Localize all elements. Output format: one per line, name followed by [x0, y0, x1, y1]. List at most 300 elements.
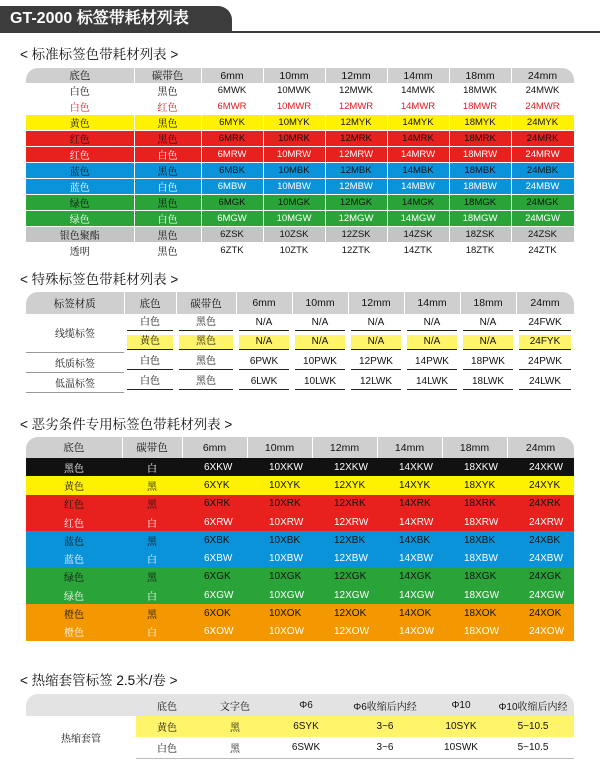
part-code-cell-text: 6PWK — [239, 355, 289, 370]
part-code-cell-text: N/A — [295, 335, 345, 350]
table-row — [26, 495, 574, 513]
phi6-code-cell: 6SYK — [272, 716, 340, 737]
part-code-cell: 18ZSK — [449, 227, 511, 243]
base-color-cell: 绿色 — [26, 568, 122, 586]
part-code-cell: 6XRW — [182, 513, 247, 531]
part-code-cell-text: N/A — [351, 316, 401, 331]
part-code-cell: 6XKW — [182, 458, 247, 476]
base-color-cell-text: 黄色 — [127, 335, 173, 350]
column-header: 底色 — [26, 68, 134, 83]
part-code-cell: 6XGK — [182, 568, 247, 586]
part-code-cell-text: N/A — [239, 335, 289, 350]
part-code-cell — [404, 314, 460, 333]
part-code-cell: 10MBK — [263, 163, 325, 179]
part-code-cell: 24MBK — [511, 163, 574, 179]
heat-shrink-section-title: < 热缩套管标签 2.5米/卷 > — [20, 673, 178, 688]
part-code-cell: 18MBK — [449, 163, 511, 179]
part-code-cell: 24XOW — [507, 623, 574, 641]
part-code-cell: 10MGK — [263, 195, 325, 211]
table-row — [26, 513, 574, 531]
ribbon-color-cell: 黑色 — [134, 227, 201, 243]
table-row — [26, 211, 574, 227]
part-code-cell: 12XYK — [312, 476, 377, 494]
part-code-cell: 10ZSK — [263, 227, 325, 243]
part-code-cell: 14XBK — [377, 531, 442, 549]
part-code-cell — [404, 372, 460, 392]
part-code-cell: 10ZTK — [263, 243, 325, 259]
phi10-code-cell: 10SWK — [430, 737, 492, 758]
ribbon-color-cell: 黑色 — [134, 195, 201, 211]
part-code-cell — [516, 352, 574, 372]
table-row — [26, 314, 574, 333]
base-color-cell — [124, 333, 176, 352]
base-color-cell: 红色 — [26, 147, 134, 163]
part-code-cell: 18XGK — [442, 568, 507, 586]
column-header: 标签材质 — [26, 292, 124, 314]
column-header: 碳带色 — [134, 68, 201, 83]
part-code-cell: 24MYK — [511, 115, 574, 131]
part-code-cell: 12MBW — [325, 179, 387, 195]
part-code-cell: 6XOK — [182, 604, 247, 622]
table-row — [26, 163, 574, 179]
column-header: 底色 — [136, 694, 198, 716]
harsh-tape-section-title: < 恶劣条件专用标签色带耗材列表 > — [20, 417, 233, 432]
column-header: 6mm — [236, 292, 292, 314]
heat-shrink-tube-table — [26, 694, 574, 759]
part-code-cell — [292, 333, 348, 352]
ribbon-color-cell — [176, 314, 236, 333]
table-row — [26, 604, 574, 622]
column-header: 14mm — [387, 68, 449, 83]
part-code-cell: 6MWR — [201, 99, 263, 115]
part-code-cell: 18MYK — [449, 115, 511, 131]
part-code-cell: 24ZSK — [511, 227, 574, 243]
base-color-cell: 红色 — [26, 131, 134, 147]
part-code-cell: 14MRK — [387, 131, 449, 147]
part-code-cell: 14XGK — [377, 568, 442, 586]
part-code-cell: 24MGW — [511, 211, 574, 227]
part-code-cell: 24XGW — [507, 586, 574, 604]
table-row — [26, 568, 574, 586]
part-code-cell — [460, 333, 516, 352]
part-code-cell: 12MRK — [325, 131, 387, 147]
part-code-cell: 10XGW — [247, 586, 312, 604]
part-code-cell: 24XKW — [507, 458, 574, 476]
part-code-cell — [348, 352, 404, 372]
part-code-cell: 14XRW — [377, 513, 442, 531]
base-color-cell — [124, 352, 176, 372]
harsh-condition-tape-table — [26, 437, 575, 641]
part-code-cell-text: 14PWK — [407, 355, 457, 370]
phi10-inner-diameter-cell: 5~10.5 — [492, 737, 574, 758]
special-tape-table — [26, 292, 575, 393]
part-code-cell: 10MWR — [263, 99, 325, 115]
table-row — [26, 458, 574, 476]
part-code-cell: 12ZTK — [325, 243, 387, 259]
part-code-cell: 6ZTK — [201, 243, 263, 259]
phi10-inner-diameter-cell: 5~10.5 — [492, 716, 574, 737]
part-code-cell: 18XBK — [442, 531, 507, 549]
page-title: GT-2000 标签带耗材列表 — [0, 6, 232, 32]
part-code-cell-text: 10PWK — [295, 355, 345, 370]
part-code-cell: 12XGK — [312, 568, 377, 586]
part-code-cell: 18MRK — [449, 131, 511, 147]
table-row — [26, 352, 574, 372]
part-code-cell-text: N/A — [239, 316, 289, 331]
part-code-cell: 12MWK — [325, 83, 387, 99]
part-code-cell: 10MRW — [263, 147, 325, 163]
phi6-inner-diameter-cell: 3~6 — [340, 716, 430, 737]
base-color-cell: 白色 — [26, 99, 134, 115]
column-header: 18mm — [442, 437, 507, 458]
part-code-cell-text: 18LWK — [463, 375, 513, 390]
part-code-cell: 6XYK — [182, 476, 247, 494]
part-code-cell: 10XBW — [247, 549, 312, 567]
part-code-cell: 24XRW — [507, 513, 574, 531]
part-code-cell-text: 12LWK — [351, 375, 401, 390]
part-code-cell: 6MBW — [201, 179, 263, 195]
table-row — [26, 243, 574, 259]
part-code-cell: 10XKW — [247, 458, 312, 476]
part-code-cell: 24MWK — [511, 83, 574, 99]
part-code-cell: 18XGW — [442, 586, 507, 604]
part-code-cell-text: N/A — [351, 335, 401, 350]
base-color-cell: 红色 — [26, 513, 122, 531]
ribbon-color-cell: 红色 — [134, 99, 201, 115]
part-code-cell — [404, 333, 460, 352]
table-row — [26, 623, 574, 641]
table-row — [26, 195, 574, 211]
base-color-cell: 橙色 — [26, 623, 122, 641]
part-code-cell: 10MRK — [263, 131, 325, 147]
base-color-cell-text: 白色 — [127, 355, 173, 370]
table-row — [26, 372, 574, 392]
part-code-cell — [292, 372, 348, 392]
special-tape-section-title: < 特殊标签色带耗材列表 > — [20, 272, 179, 287]
part-code-cell: 24MGK — [511, 195, 574, 211]
part-code-cell — [236, 372, 292, 392]
phi6-code-cell: 6SWK — [272, 737, 340, 758]
part-code-cell: 10MGW — [263, 211, 325, 227]
ribbon-color-cell: 白 — [122, 623, 182, 641]
ribbon-color-cell: 黑 — [122, 476, 182, 494]
ribbon-color-cell: 白色 — [134, 147, 201, 163]
part-code-cell-text: 18PWK — [463, 355, 513, 370]
part-code-cell: 14MBK — [387, 163, 449, 179]
column-header: Φ10收缩后内经 — [492, 694, 574, 716]
part-code-cell-text: N/A — [407, 335, 457, 350]
part-code-cell-text: 10LWK — [295, 375, 345, 390]
part-code-cell: 6XBK — [182, 531, 247, 549]
part-code-cell: 24XYK — [507, 476, 574, 494]
ribbon-color-cell: 黑色 — [134, 83, 201, 99]
base-color-cell — [124, 314, 176, 333]
table-row — [26, 99, 574, 115]
table-row — [26, 531, 574, 549]
part-code-cell: 10XBK — [247, 531, 312, 549]
phi6-inner-diameter-cell: 3~6 — [340, 737, 430, 758]
part-code-cell: 12ZSK — [325, 227, 387, 243]
phi10-code-cell: 10SYK — [430, 716, 492, 737]
base-color-cell: 蓝色 — [26, 163, 134, 179]
base-color-cell: 红色 — [26, 495, 122, 513]
part-code-cell: 12XOW — [312, 623, 377, 641]
part-code-cell — [348, 372, 404, 392]
part-code-cell: 10XOW — [247, 623, 312, 641]
base-color-cell: 透明 — [26, 243, 134, 259]
base-color-cell: 银色聚酯 — [26, 227, 134, 243]
part-code-cell: 24XGK — [507, 568, 574, 586]
column-header: 10mm — [263, 68, 325, 83]
text-color-cell: 黑 — [198, 716, 272, 737]
part-code-cell: 10XGK — [247, 568, 312, 586]
part-code-cell: 6XRK — [182, 495, 247, 513]
material-cell: 线缆标签 — [26, 314, 124, 352]
ribbon-color-cell — [176, 372, 236, 392]
part-code-cell: 6MRW — [201, 147, 263, 163]
part-code-cell-text: 6LWK — [239, 375, 289, 390]
part-code-cell: 14XOK — [377, 604, 442, 622]
part-code-cell — [348, 333, 404, 352]
part-code-cell: 18XBW — [442, 549, 507, 567]
part-code-cell: 12XBK — [312, 531, 377, 549]
column-header: 24mm — [507, 437, 574, 458]
page-header — [0, 0, 600, 34]
table-row — [26, 549, 574, 567]
title-divider — [0, 31, 600, 33]
ribbon-color-cell-text: 黑色 — [179, 316, 233, 331]
part-code-cell: 14MYK — [387, 115, 449, 131]
part-code-cell: 18XOK — [442, 604, 507, 622]
part-code-cell: 6XOW — [182, 623, 247, 641]
part-code-cell: 12XGW — [312, 586, 377, 604]
part-code-cell: 18MWK — [449, 83, 511, 99]
table-row — [26, 179, 574, 195]
category-cell: 热缩套管 — [26, 716, 136, 758]
part-code-cell: 12XRK — [312, 495, 377, 513]
part-code-cell-text: N/A — [295, 316, 345, 331]
column-header: 10mm — [247, 437, 312, 458]
part-code-cell: 14XRK — [377, 495, 442, 513]
part-code-cell: 14MBW — [387, 179, 449, 195]
column-header: Φ6 — [272, 694, 340, 716]
table-row — [26, 716, 574, 737]
part-code-cell: 24XOK — [507, 604, 574, 622]
part-code-cell: 10MBW — [263, 179, 325, 195]
part-code-cell: 14ZTK — [387, 243, 449, 259]
part-code-cell: 12MRW — [325, 147, 387, 163]
table-row — [26, 131, 574, 147]
ribbon-color-cell: 白 — [122, 586, 182, 604]
part-code-cell: 10XRW — [247, 513, 312, 531]
part-code-cell — [348, 314, 404, 333]
part-code-cell: 10XOK — [247, 604, 312, 622]
ribbon-color-cell-text: 黑色 — [179, 335, 233, 350]
ribbon-color-cell: 白色 — [134, 211, 201, 227]
part-code-cell — [516, 333, 574, 352]
base-color-cell: 蓝色 — [26, 179, 134, 195]
part-code-cell-text: 12PWK — [351, 355, 401, 370]
part-code-cell: 18MRW — [449, 147, 511, 163]
ribbon-color-cell: 黑 — [122, 568, 182, 586]
ribbon-color-cell: 黑色 — [134, 115, 201, 131]
part-code-cell: 12MBK — [325, 163, 387, 179]
part-code-cell: 6MGK — [201, 195, 263, 211]
part-code-cell-text: N/A — [407, 316, 457, 331]
part-code-cell — [236, 333, 292, 352]
part-code-cell: 14XBW — [377, 549, 442, 567]
part-code-cell: 12MWR — [325, 99, 387, 115]
part-code-cell: 6MRK — [201, 131, 263, 147]
part-code-cell: 24XRK — [507, 495, 574, 513]
part-code-cell — [404, 352, 460, 372]
part-code-cell: 10MYK — [263, 115, 325, 131]
part-code-cell: 12MGK — [325, 195, 387, 211]
ribbon-color-cell — [176, 333, 236, 352]
base-color-cell: 橙色 — [26, 604, 122, 622]
ribbon-color-cell-text: 黑色 — [179, 355, 233, 370]
part-code-cell: 14XOW — [377, 623, 442, 641]
base-color-cell: 白色 — [136, 737, 198, 758]
part-code-cell: 24XBW — [507, 549, 574, 567]
column-header: 6mm — [201, 68, 263, 83]
column-header: Φ6收缩后内经 — [340, 694, 430, 716]
column-header: 12mm — [312, 437, 377, 458]
part-code-cell-text: N/A — [463, 316, 513, 331]
column-header: 底色 — [124, 292, 176, 314]
ribbon-color-cell-text: 黑色 — [179, 375, 233, 390]
ribbon-color-cell: 白色 — [134, 179, 201, 195]
part-code-cell: 14MGK — [387, 195, 449, 211]
part-code-cell: 14MWK — [387, 83, 449, 99]
column-header: 18mm — [449, 68, 511, 83]
base-color-cell-text: 白色 — [127, 375, 173, 390]
material-cell: 低温标签 — [26, 372, 124, 392]
base-color-cell: 白色 — [26, 83, 134, 99]
part-code-cell-text: 14LWK — [407, 375, 457, 390]
part-code-cell: 12XKW — [312, 458, 377, 476]
ribbon-color-cell — [176, 352, 236, 372]
part-code-cell: 6XBW — [182, 549, 247, 567]
part-code-cell: 18XOW — [442, 623, 507, 641]
base-color-cell: 黄色 — [26, 476, 122, 494]
column-header: 24mm — [511, 68, 574, 83]
part-code-cell: 10MWK — [263, 83, 325, 99]
part-code-cell: 6XGW — [182, 586, 247, 604]
base-color-cell: 黑色 — [26, 458, 122, 476]
part-code-cell: 14MWR — [387, 99, 449, 115]
part-code-cell: 10XYK — [247, 476, 312, 494]
column-header: 文字色 — [198, 694, 272, 716]
part-code-cell — [236, 352, 292, 372]
base-color-cell — [124, 372, 176, 392]
ribbon-color-cell: 黑 — [122, 495, 182, 513]
column-header: 14mm — [404, 292, 460, 314]
part-code-cell: 18MBW — [449, 179, 511, 195]
part-code-cell-text: 24PWK — [519, 355, 571, 370]
ribbon-color-cell: 白 — [122, 549, 182, 567]
part-code-cell: 6MBK — [201, 163, 263, 179]
part-code-cell: 12MGW — [325, 211, 387, 227]
ribbon-color-cell: 白 — [122, 458, 182, 476]
part-code-cell: 12XOK — [312, 604, 377, 622]
part-code-cell: 6ZSK — [201, 227, 263, 243]
base-color-cell: 绿色 — [26, 211, 134, 227]
ribbon-color-cell: 白 — [122, 513, 182, 531]
table-row — [26, 227, 574, 243]
part-code-cell: 6MYK — [201, 115, 263, 131]
part-code-cell: 24MBW — [511, 179, 574, 195]
part-code-cell: 18XKW — [442, 458, 507, 476]
part-code-cell: 14MRW — [387, 147, 449, 163]
part-code-cell: 14XGW — [377, 586, 442, 604]
column-header: 底色 — [26, 437, 122, 458]
part-code-cell: 14ZSK — [387, 227, 449, 243]
part-code-cell — [516, 314, 574, 333]
material-cell: 纸质标签 — [26, 352, 124, 372]
column-header: 碳带色 — [122, 437, 182, 458]
base-color-cell: 绿色 — [26, 586, 122, 604]
text-color-cell: 黑 — [198, 737, 272, 758]
base-color-cell: 蓝色 — [26, 531, 122, 549]
part-code-cell-text: 24FYK — [519, 335, 571, 350]
base-color-cell: 绿色 — [26, 195, 134, 211]
standard-tape-table — [26, 68, 575, 259]
part-code-cell: 14XYK — [377, 476, 442, 494]
part-code-cell: 24MRW — [511, 147, 574, 163]
column-header: 24mm — [516, 292, 574, 314]
column-header: 14mm — [377, 437, 442, 458]
table-row — [26, 83, 574, 99]
column-header: 12mm — [348, 292, 404, 314]
part-code-cell — [460, 372, 516, 392]
part-code-cell: 18XRW — [442, 513, 507, 531]
base-color-cell: 黄色 — [136, 716, 198, 737]
part-code-cell — [460, 314, 516, 333]
column-header: 10mm — [292, 292, 348, 314]
table-row — [26, 586, 574, 604]
column-header: Φ10 — [430, 694, 492, 716]
part-code-cell-text: N/A — [463, 335, 513, 350]
base-color-cell-text: 白色 — [127, 316, 173, 331]
part-code-cell: 14MGW — [387, 211, 449, 227]
part-code-cell — [516, 372, 574, 392]
part-code-cell: 12MYK — [325, 115, 387, 131]
part-code-cell: 6MWK — [201, 83, 263, 99]
table-row — [26, 115, 574, 131]
table-row — [26, 147, 574, 163]
base-color-cell: 黄色 — [26, 115, 134, 131]
ribbon-color-cell: 黑色 — [134, 243, 201, 259]
column-header — [26, 694, 136, 716]
column-header: 18mm — [460, 292, 516, 314]
part-code-cell: 18XRK — [442, 495, 507, 513]
part-code-cell: 18XYK — [442, 476, 507, 494]
part-code-cell: 18MGK — [449, 195, 511, 211]
part-code-cell: 10XRK — [247, 495, 312, 513]
ribbon-color-cell: 黑色 — [134, 131, 201, 147]
part-code-cell: 24ZTK — [511, 243, 574, 259]
standard-tape-section-title: < 标准标签色带耗材列表 > — [20, 47, 179, 62]
part-code-cell-text: 24LWK — [519, 375, 571, 390]
part-code-cell: 18MGW — [449, 211, 511, 227]
part-code-cell: 6MGW — [201, 211, 263, 227]
part-code-cell: 24MWR — [511, 99, 574, 115]
column-header: 12mm — [325, 68, 387, 83]
part-code-cell: 24XBK — [507, 531, 574, 549]
part-code-cell — [292, 352, 348, 372]
part-code-cell — [292, 314, 348, 333]
